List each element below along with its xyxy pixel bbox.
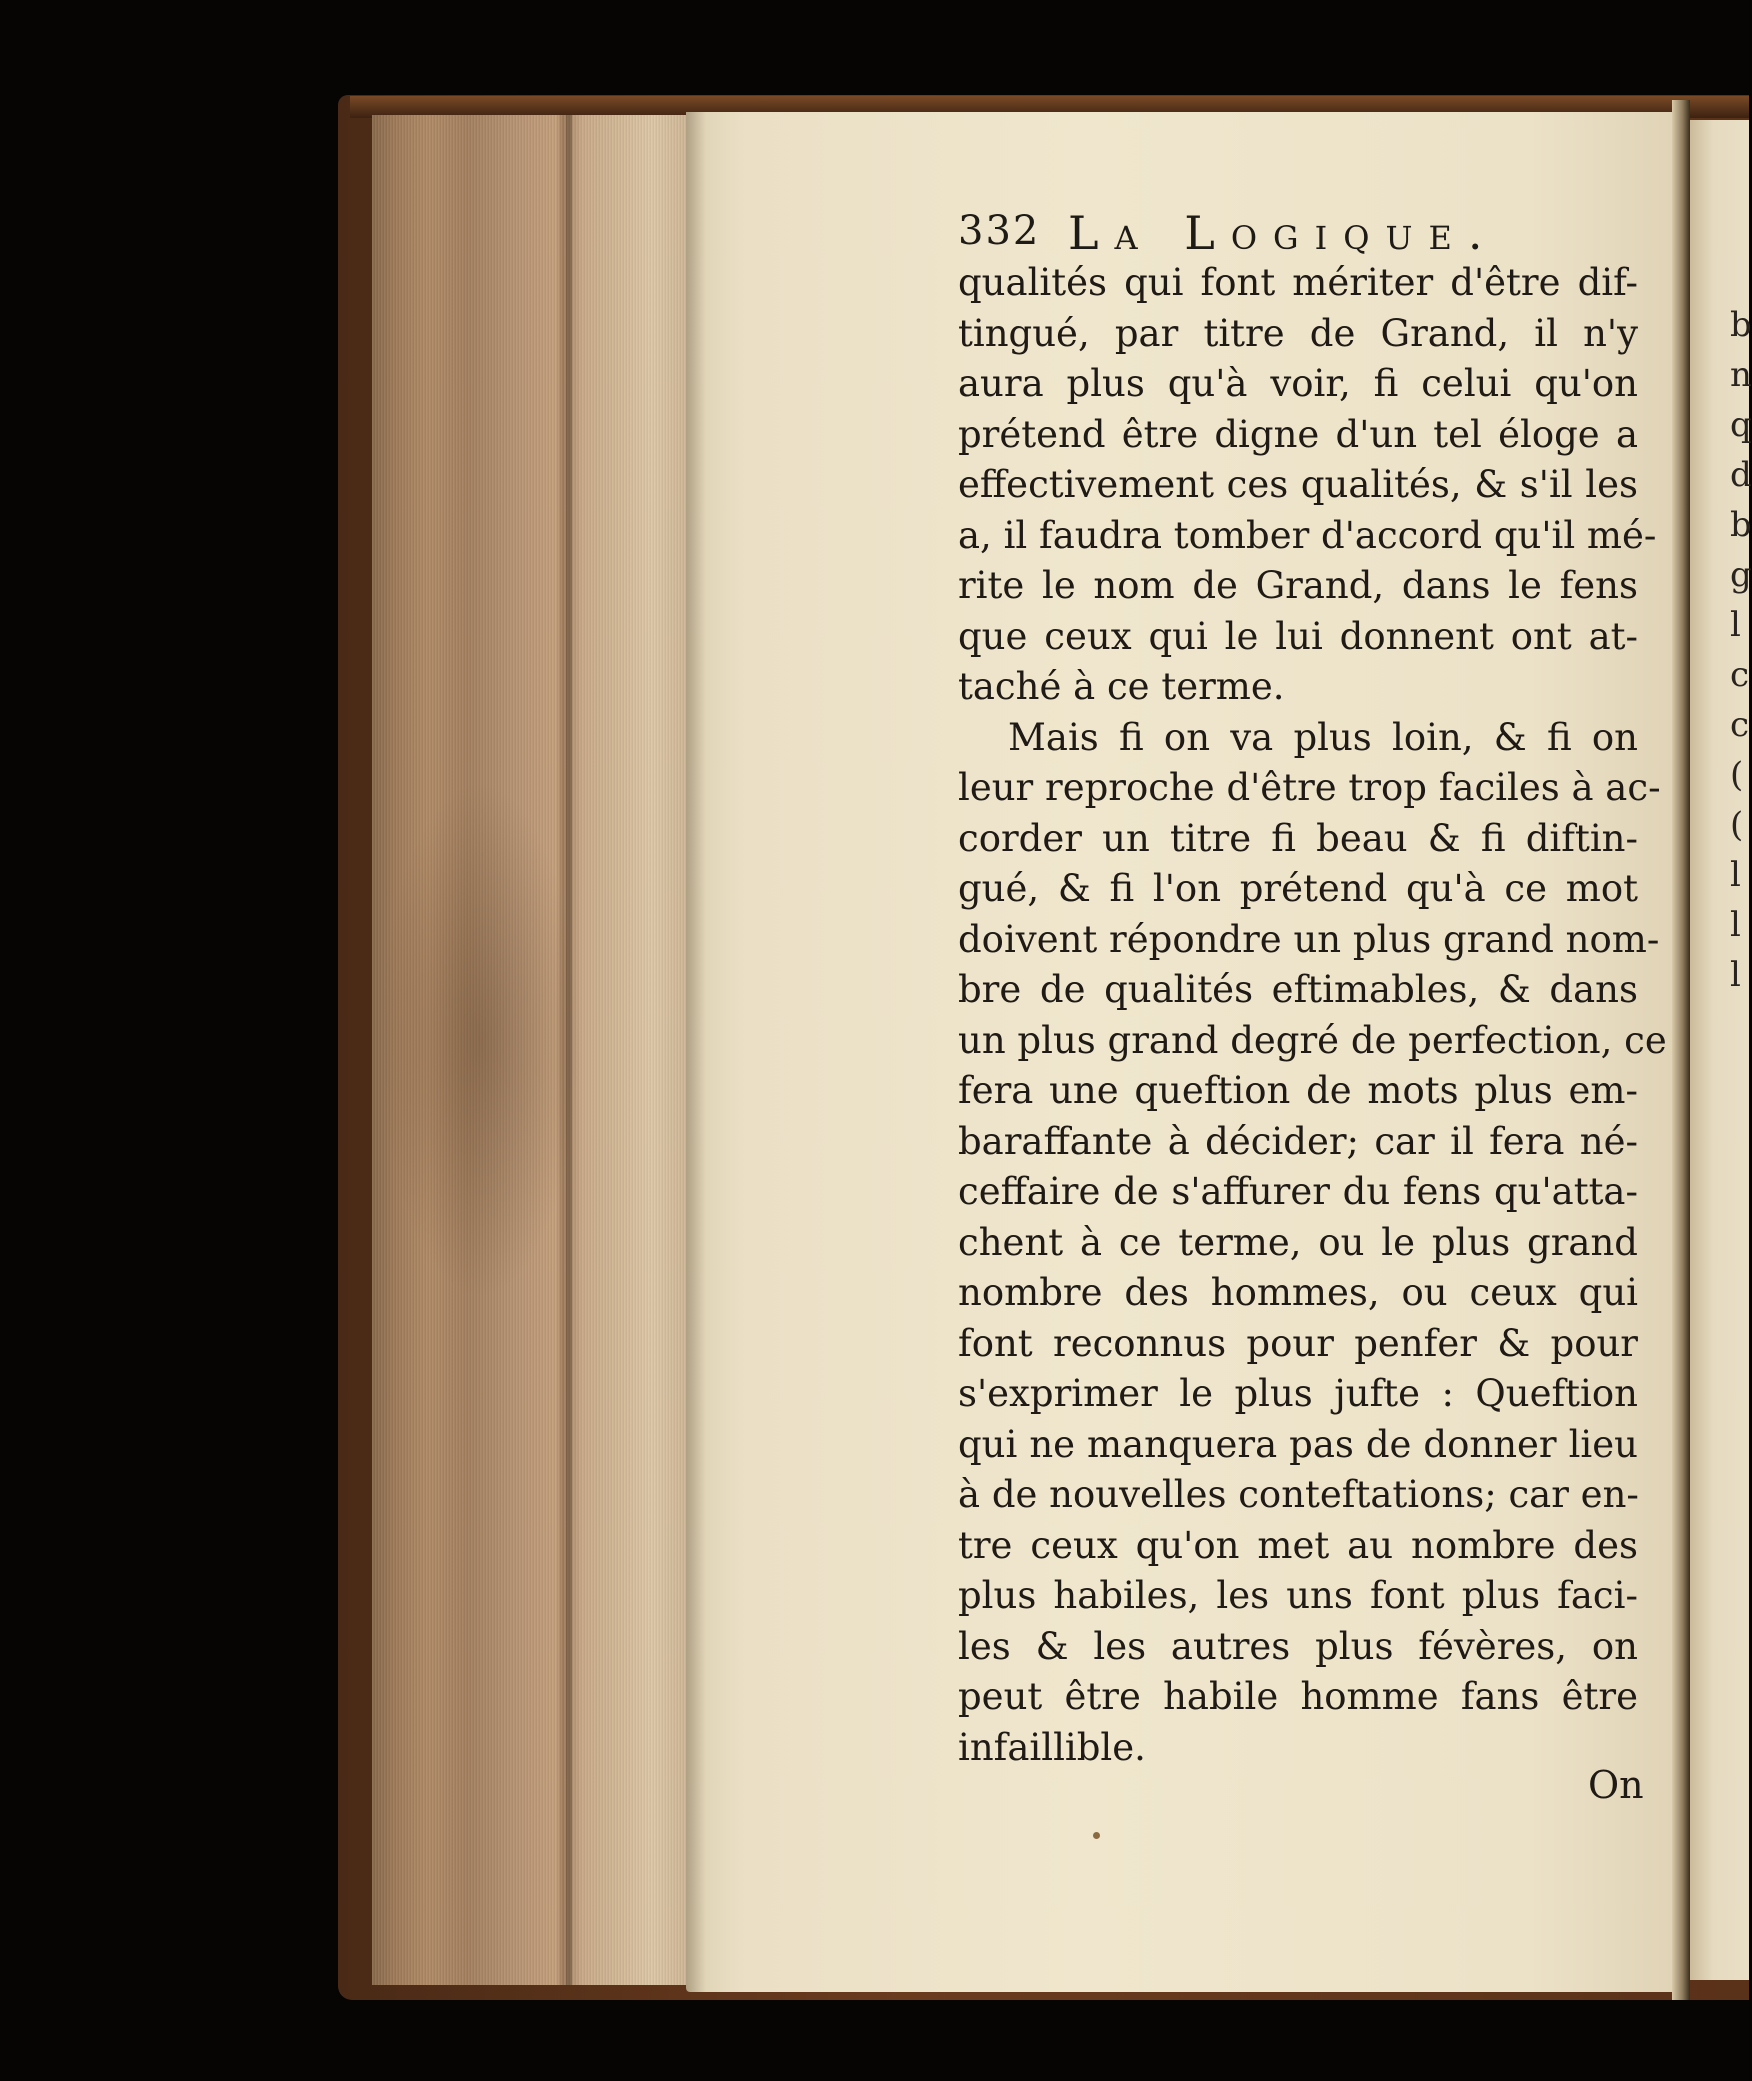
facing-letter: l [1730, 905, 1741, 945]
text-line: plus habiles, les uns font plus faci- [958, 1574, 1638, 1617]
facing-letter: ( [1730, 805, 1744, 845]
facing-page-text [1730, 300, 1752, 1000]
text-line: nombre des hommes, ou ceux qui [958, 1271, 1638, 1314]
text-line: corder un titre fi beau & fi diftin- [958, 816, 1638, 860]
text-line: rite le nom de Grand, dans le fens [958, 564, 1638, 607]
text-line: tingué, par titre de Grand, il n'y [958, 311, 1638, 355]
facing-letter: l [1730, 605, 1741, 645]
facing-letter: ( [1730, 755, 1744, 795]
text-line: font reconnus pour penfer & pour [958, 1321, 1638, 1365]
facing-letter: b [1730, 505, 1752, 545]
text-line: aura plus qu'à voir, fi celui qu'on [958, 362, 1638, 405]
facing-letter: q [1730, 405, 1752, 445]
text-line: prétend être digne d'un tel éloge a [958, 412, 1638, 456]
facing-letter: l [1730, 855, 1741, 895]
text-line: les & les autres plus févères, on [958, 1624, 1638, 1668]
book-gutter [1672, 100, 1690, 2000]
text-line: Mais fi on va plus loin, & fi on [1008, 715, 1638, 759]
facing-letter: n [1730, 355, 1752, 395]
text-line: qui ne manquera pas de donner lieu [958, 1422, 1638, 1466]
text-line: effectivement ces qualités, & s'il les [958, 463, 1638, 506]
text-line: qualités qui font mériter d'être dif- [958, 261, 1638, 304]
text-line: s'exprimer le plus jufte : Queftion [958, 1372, 1638, 1415]
body-text [958, 258, 1667, 1773]
text-line: gué, & fi l'on prétend qu'à ce mot [958, 867, 1638, 910]
text-line: doivent répondre un plus grand nom- [958, 917, 1660, 961]
text-line: taché à ce terme. [958, 665, 1285, 708]
edge-gap [566, 115, 572, 1985]
text-line: que ceux qui le lui donnent ont at- [958, 614, 1638, 658]
text-line: bre de qualités eftimables, & dans [958, 968, 1638, 1011]
page-number: 332 [958, 208, 1041, 254]
text-line: fera une queftion de mots plus em- [958, 1069, 1638, 1112]
facing-letter: d [1730, 455, 1752, 495]
text-line: tre ceux qu'on met au nombre des [958, 1523, 1638, 1567]
text-line: infaillible. [958, 1725, 1146, 1769]
paper-speck [1093, 1832, 1100, 1839]
text-line: leur reproche d'être trop faciles à ac- [958, 766, 1661, 809]
text-line: à de nouvelles conteftations; car en- [958, 1473, 1639, 1516]
text-line: a, il faudra tomber d'accord qu'il mé- [958, 513, 1657, 557]
facing-letter: c [1730, 705, 1750, 745]
edge-stain [380, 780, 580, 1300]
catchword: On [1588, 1763, 1644, 1807]
text-line: peut être habile homme fans être [958, 1675, 1638, 1718]
text-line: chent à ce terme, ou le plus grand [958, 1220, 1638, 1264]
facing-letter: b [1730, 305, 1752, 345]
text-line: un plus grand degré de perfection, ce [958, 1018, 1667, 1062]
facing-letter: l [1730, 955, 1741, 995]
running-head: La Logique. [1068, 206, 1499, 260]
page-shadow [686, 112, 706, 1992]
facing-letter: g [1730, 555, 1752, 595]
facing-letter: c [1730, 655, 1750, 695]
text-line: baraffante à décider; car il fera né- [958, 1119, 1638, 1163]
text-line: ceffaire de s'affurer du fens qu'atta- [958, 1170, 1638, 1213]
